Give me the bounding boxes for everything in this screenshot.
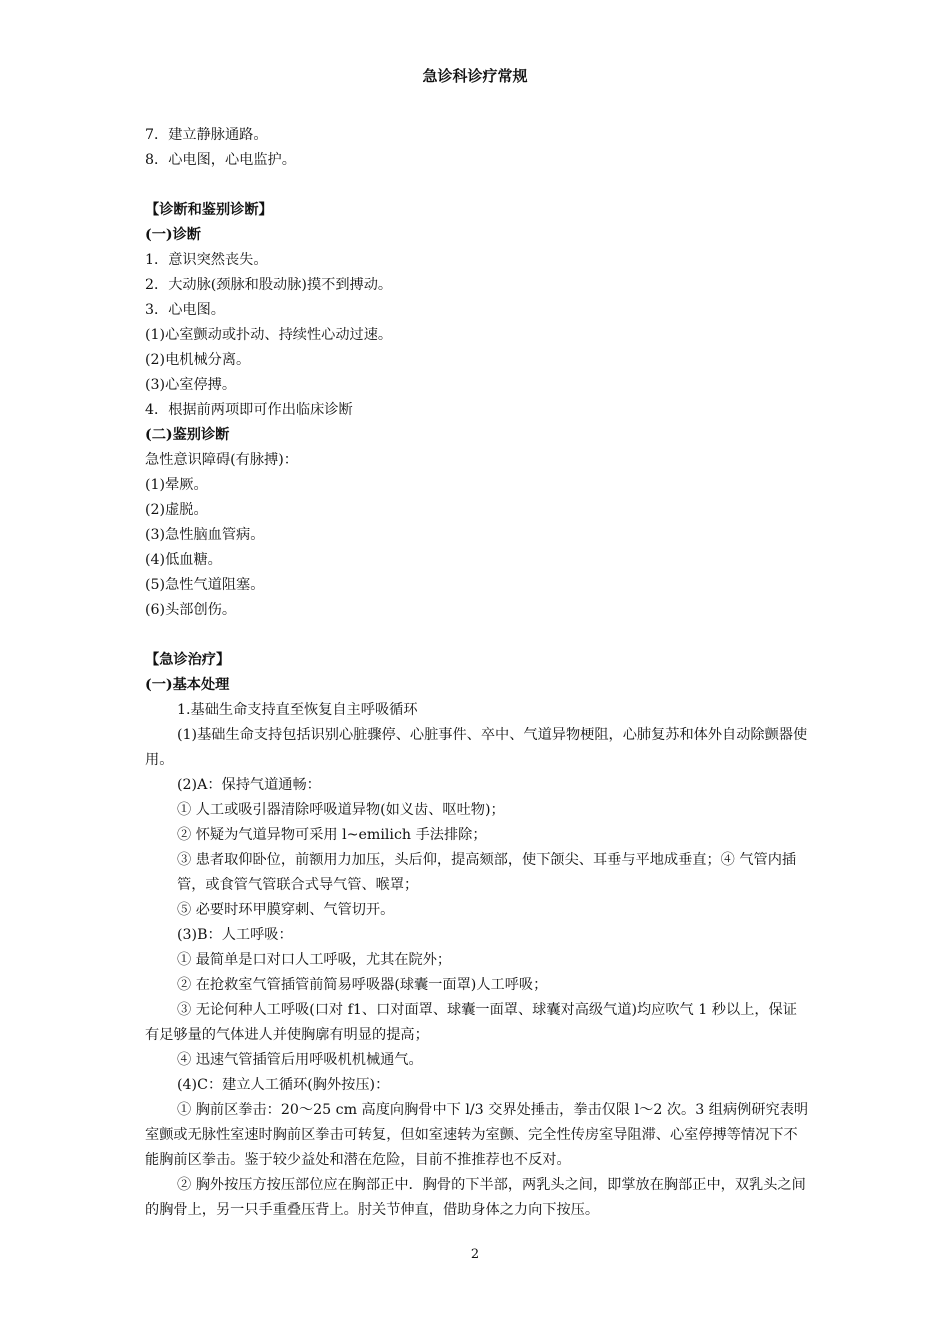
- paragraph: 急性意识障碍(有脉搏)：: [145, 452, 298, 468]
- list-item: (1)晕厥。: [145, 477, 208, 493]
- page-number: 2: [470, 1247, 480, 1262]
- list-item: ③ 患者取仰卧位，前额用力加压，头后仰，提高颏部，使下颌尖、耳垂与平地成垂直；④ 气管内插管，或食管气管联合式导气管、喉罩；: [177, 852, 797, 893]
- list-item: 1.基础生命支持直至恢复自主呼吸循环: [177, 702, 418, 718]
- list-item: (3)B：人工呼吸：: [177, 927, 293, 943]
- paragraph: (1)基础生命支持包括识别心脏骤停、心脏事件、卒中、气道异物梗阻，心肺复苏和体外自动除颤器使用。: [145, 727, 808, 768]
- list-item: 1．意识突然丧失。: [145, 252, 268, 268]
- section-heading-diagnosis: 【诊断和鉴别诊断】: [145, 202, 273, 218]
- subsection-heading-diagnosis: (一)诊断: [145, 227, 201, 243]
- list-item: (6)头部创伤。: [145, 602, 237, 618]
- list-item: (4)低血糖。: [145, 552, 222, 568]
- list-item: ② 怀疑为气道异物可采用 l~emilich 手法排除；: [177, 827, 487, 843]
- spacer: [145, 173, 810, 198]
- document-body: [145, 123, 810, 1223]
- section-heading-treatment: 【急诊治疗】: [145, 652, 231, 668]
- list-item: (3)急性脑血管病。: [145, 527, 265, 543]
- list-item: ② 在抢救室气管插管前简易呼吸器(球囊一面罩)人工呼吸；: [177, 977, 548, 993]
- list-item: (2)虚脱。: [145, 502, 208, 518]
- list-item: ④ 迅速气管插管后用呼吸机机械通气。: [177, 1052, 423, 1068]
- subsection-heading-basic: (一)基本处理: [145, 677, 230, 693]
- paragraph: ① 胸前区拳击：20～25 cm 高度向胸骨中下 l/3 交界处捶击，拳击仅限 l～2 次。3 组病例研究表明室颤或无脉性室速时胸前区拳击可转复，但如室速转为室颤、完全性传房室导阻滞、心室停搏等情况下不能胸前区拳击。鉴于较少益处和潜在危险，目前不推推荐也不反对。: [145, 1102, 809, 1168]
- paragraph: ② 胸外按压方按压部位应在胸部正中．胸骨的下半部，两乳头之间，即掌放在胸部正中，双乳头之间的胸骨上，另一只手重叠压背上。肘关节伸直，借助身体之力向下按压。: [145, 1177, 806, 1218]
- spacer: [145, 623, 810, 648]
- list-item: (3)心室停搏。: [145, 377, 237, 393]
- page-title: 急诊科诊疗常规: [422, 67, 528, 85]
- list-item: (5)急性气道阻塞。: [145, 577, 265, 593]
- list-item: 3．心电图。: [145, 302, 225, 318]
- list-item: ① 最简单是口对口人工呼吸，尤其在院外；: [177, 952, 452, 968]
- subsection-heading-differential: (二)鉴别诊断: [145, 427, 230, 443]
- list-item: 2．大动脉(颈脉和股动脉)摸不到搏动。: [145, 277, 393, 293]
- list-item: ① 人工或吸引器清除呼吸道异物(如义齿、呕吐物)；: [177, 802, 505, 818]
- list-item: (1)心室颤动或扑动、持续性心动过速。: [145, 327, 393, 343]
- list-item: ⑤ 必要时环甲膜穿刺、气管切开。: [177, 902, 395, 918]
- paragraph: ③ 无论何种人工呼吸(口对 f1、口对面罩、球囊一面罩、球囊对高级气道)均应吹气 1 秒以上，保证有足够量的气体进人并使胸廓有明显的提高；: [145, 1002, 797, 1043]
- list-item: (2)电机械分离。: [145, 352, 251, 368]
- list-item: 7．建立静脉通路。: [145, 127, 268, 143]
- list-item: (2)A：保持气道通畅：: [177, 777, 321, 793]
- list-item: (4)C：建立人工循环(胸外按压)：: [177, 1077, 390, 1093]
- list-item: 8．心电图，心电监护。: [145, 152, 296, 168]
- list-item: 4．根据前两项即可作出临床诊断: [145, 402, 353, 418]
